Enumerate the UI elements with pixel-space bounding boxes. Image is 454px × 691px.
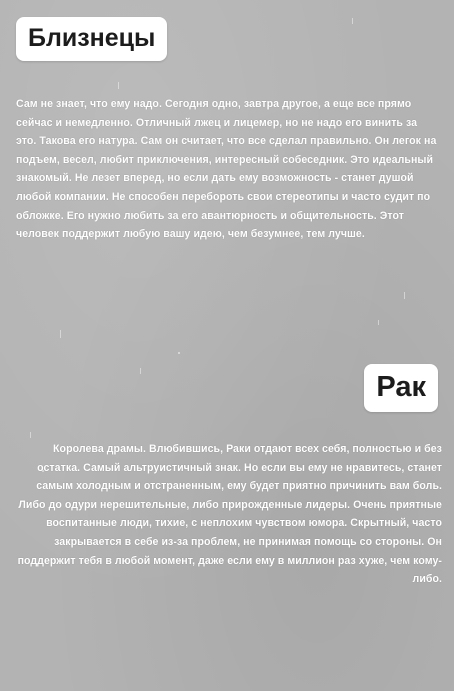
texture-speck [60, 330, 61, 338]
cancer-title-label: Рак [364, 364, 438, 412]
gemini-title-label: Близнецы [16, 17, 167, 61]
texture-speck [30, 432, 31, 438]
texture-speck [140, 368, 141, 374]
cancer-description: Королева драмы. Влюбившись, Раки отдают всех себя, полностью и без остатка. Самый альтруистичный знак. Но если вы ему не нравитесь, станет самым холодным и отстраненным, ему будет приятно причинить вам боль. Либо до одури нерешительные, либо прирожденные лидеры. Очень приятные воспитанные люди, тихие, с неплохим чувством юмора. Скрытный, часто закрывается в себе из-за проблем, не принимая помощь со стороны. Он поддержит тебя в любой момент, даже если ему в миллион раз хуже, чем кому-либо. [17, 443, 442, 586]
texture-speck [378, 320, 379, 325]
texture-speck [118, 82, 119, 89]
texture-speck [352, 18, 353, 24]
gemini-description: Сам не знает, что ему надо. Сегодня одно, завтра другое, а еще все прямо сейчас и немедленно. Отличный лжец и лицемер, но не надо его винить за это. Такова его натура. Сам он считает, что все сделал правильно. Он легок на подъем, весел, любит приключения, интересный собеседник. Это идеальный знакомый. Не лезет вперед, но если дать ему возможность - станет душой любой компании. Не способен перебороть свои стереотипы и часто судит по обложке. Его нужно любить за его авантюрность и общительность. Этот человек поддержит любую вашу идею, чем безумнее, тем лучше. [16, 98, 437, 241]
texture-speck [404, 292, 405, 299]
texture-speck [178, 352, 180, 354]
